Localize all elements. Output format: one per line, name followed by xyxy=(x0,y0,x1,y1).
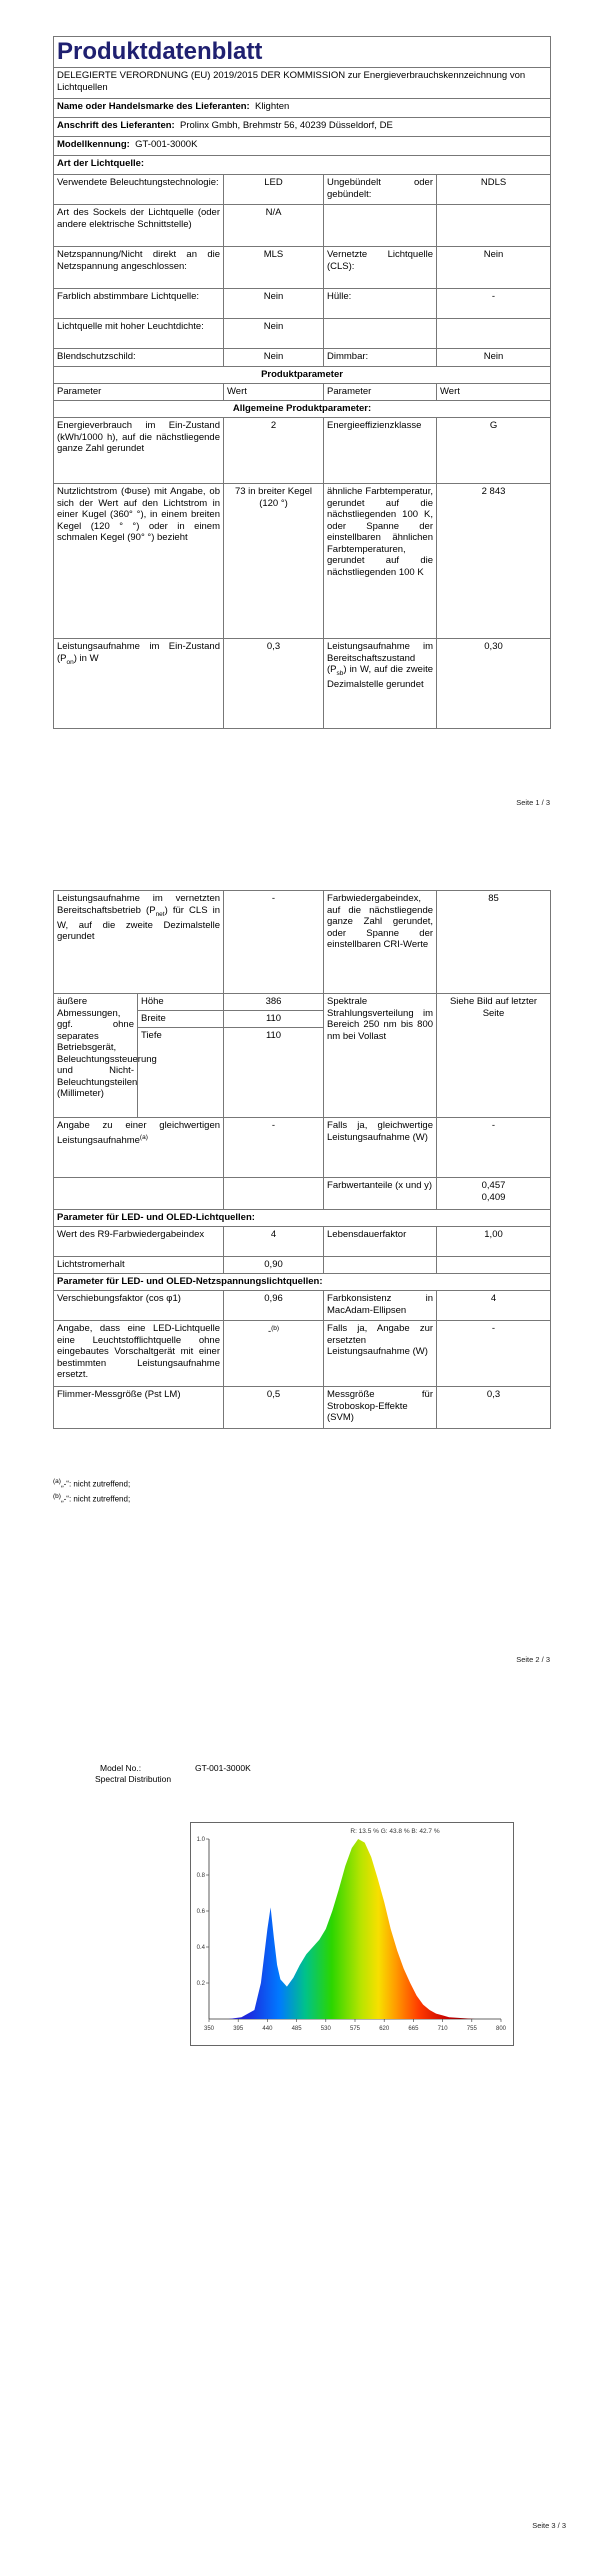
y-tick-label: 0.8 xyxy=(196,1873,205,1879)
displacement-factor-value: 0,96 xyxy=(224,1291,324,1321)
column-header-value: Wert xyxy=(224,384,324,401)
stroboscopic-label: Messgröße für Stroboskop-Effekte (SVM) xyxy=(324,1387,437,1429)
mains-led-parameters-heading: Parameter für LED- und OLED-Netzspannungslichtquellen: xyxy=(54,1274,551,1291)
luminous-flux-value: 73 in breiter Kegel (120 °) xyxy=(224,484,324,639)
standby-power-label: Leistungsaufnahme im Bereitschaftszustand $(P_{sb})$ in W, auf die zweite Dezimalstelle gerundet xyxy=(324,639,437,729)
directional-value: NDLS xyxy=(437,175,551,205)
page-number: Seite 3 / 3 xyxy=(532,2521,566,2530)
energy-class-label: Energieeffizienzklasse xyxy=(324,418,437,484)
color-temperature-value: 2 843 xyxy=(437,484,551,639)
envelope-label: Hülle: xyxy=(324,289,437,319)
empty-cell xyxy=(324,205,437,247)
supplier-name-label: Name oder Handelsmarke des Lieferanten: xyxy=(57,101,250,112)
standby-power-value: 0,30 xyxy=(437,639,551,729)
rgb-ratio-annotation: R: 13.5 % G: 43.8 % B: 42.7 % xyxy=(350,1828,440,1835)
empty-cell xyxy=(324,1257,437,1274)
socket-value: N/A xyxy=(224,205,324,247)
color-consistency-value: 4 xyxy=(437,1291,551,1321)
model-value: GT-001-3000K xyxy=(135,139,198,150)
model-no-value: GT-001-3000K xyxy=(195,1763,251,1773)
luminous-flux-label: Nutzlichtstrom (Φuse) mit Angabe, ob sich der Wert auf den Lichtstrom in einer Kugel (360° °), in einem breiten Kegel (120 ° °) oder in einem schmalen Kegel (90° °) bezieht xyxy=(54,484,224,639)
depth-value: 110 xyxy=(224,1028,324,1118)
supplier-address-row xyxy=(54,118,551,137)
energy-class-value: G xyxy=(437,418,551,484)
x-tick-label: 440 xyxy=(262,2026,273,2032)
datasheet-table-1 xyxy=(53,36,551,729)
tunable-value: Nein xyxy=(224,289,324,319)
page-title: Produktdatenblatt xyxy=(54,37,551,68)
x-tick-label: 485 xyxy=(291,2026,302,2032)
r9-label: Wert des R9-Farbwiedergabeindex xyxy=(54,1227,224,1257)
high-luminance-label: Lichtquelle mit hoher Leuchtdichte: xyxy=(54,319,224,349)
plot-area xyxy=(197,1828,507,2032)
replaced-power-label: Falls ja, Angabe zur ersetzten Leistungsaufnahme (W) xyxy=(324,1321,437,1387)
width-label: Breite xyxy=(138,1011,224,1028)
displacement-factor-label: Verschiebungsfaktor (cos φ1) xyxy=(54,1291,224,1321)
page-number: Seite 1 / 3 xyxy=(516,798,550,807)
equivalent-power-label: Angabe zu einer gleichwertigen Leistungsaufnahme$^{(a)}$ xyxy=(54,1118,224,1178)
spectral-distribution-label: Spektrale Strahlungsverteilung im Bereich 250 nm bis 800 nm bei Vollast xyxy=(324,994,437,1118)
color-consistency-label: Farbkonsistenz in MacAdam-Ellipsen xyxy=(324,1291,437,1321)
energy-consumption-value: 2 xyxy=(224,418,324,484)
spectrum-svg xyxy=(191,1823,513,2045)
dimmable-label: Dimmbar: xyxy=(324,349,437,367)
x-tick-label: 800 xyxy=(495,2026,507,2032)
height-label: Höhe xyxy=(138,994,224,1011)
model-label: Modellkennung: xyxy=(57,139,130,150)
lightsource-type-heading: Art der Lichtquelle: xyxy=(54,156,551,175)
x-tick-label: 755 xyxy=(466,2026,477,2032)
spectral-distribution-chart xyxy=(190,1822,514,2046)
empty-cell xyxy=(437,319,551,349)
equivalent-power-value: - xyxy=(224,1118,324,1178)
on-mode-power-value: 0,3 xyxy=(224,639,324,729)
page-number: Seite 2 / 3 xyxy=(516,1655,550,1664)
dimmable-value: Nein xyxy=(437,349,551,367)
cri-label: Farbwiedergabeindex, auf die nächstliegende ganze Zahl gerundet, oder Spanne der einstellbaren CRI-Werte xyxy=(324,891,437,994)
tunable-label: Farblich abstimmbare Lichtquelle: xyxy=(54,289,224,319)
column-header-parameter: Parameter xyxy=(54,384,224,401)
y-tick-label: 0.4 xyxy=(196,1945,205,1951)
r9-value: 4 xyxy=(224,1227,324,1257)
spectrum-area xyxy=(209,1839,501,2019)
height-value: 386 xyxy=(224,994,324,1011)
column-header-parameter: Parameter xyxy=(324,384,437,401)
tech-value: LED xyxy=(224,175,324,205)
y-tick-label: 0.2 xyxy=(196,1981,205,1987)
x-tick-label: 620 xyxy=(379,2026,390,2032)
on-mode-power-label: Leistungsaufnahme im Ein-Zustand $(P_{on})$ in W xyxy=(54,639,224,729)
flicker-value: 0,5 xyxy=(224,1387,324,1429)
y-tick-label: 1.0 xyxy=(196,1837,205,1843)
product-parameters-heading: Produktparameter xyxy=(54,367,551,384)
stroboscopic-value: 0,3 xyxy=(437,1387,551,1429)
x-tick-label: 530 xyxy=(320,2026,331,2032)
tech-label: Verwendete Beleuchtungstechnologie: xyxy=(54,175,224,205)
mains-label: Netzspannung/Nicht direkt an die Netzspannung angeschlossen: xyxy=(54,247,224,289)
y-tick-label: 0.6 xyxy=(196,1909,205,1915)
networked-standby-value: - xyxy=(224,891,324,994)
x-tick-label: 575 xyxy=(349,2026,361,2032)
directional-label: Ungebündelt oder gebündelt: xyxy=(324,175,437,205)
high-luminance-value: Nein xyxy=(224,319,324,349)
glare-shield-label: Blendschutzschild: xyxy=(54,349,224,367)
page-2 xyxy=(0,850,603,1720)
equivalent-power-yes-label: Falls ja, gleichwertige Leistungsaufnahme (W) xyxy=(324,1118,437,1178)
spectral-distribution-value: Siehe Bild auf letzter Seite xyxy=(437,994,551,1118)
empty-cell xyxy=(54,1178,224,1210)
glare-shield-value: Nein xyxy=(224,349,324,367)
led-parameters-heading: Parameter für LED- und OLED-Lichtquellen: xyxy=(54,1210,551,1227)
dimensions-label: äußere Abmessungen, ggf. ohne separates Betriebsgerät, Beleuchtungssteuerung und Nicht-Beleuchtungsteilen (Millimeter) xyxy=(54,994,138,1118)
depth-label: Tiefe xyxy=(138,1028,224,1118)
x-tick-label: 350 xyxy=(203,2026,215,2032)
spectral-distribution-title: Spectral Distribution xyxy=(95,1774,172,1784)
x-tick-label: 395 xyxy=(233,2026,244,2032)
lumen-maintenance-value: 0,90 xyxy=(224,1257,324,1274)
supplier-address-value: Prolinx Gmbh, Brehmstr 56, 40239 Düsseldorf, DE xyxy=(180,120,393,131)
footnote-a: $^{(a)}$„-“: nicht zutreffend; xyxy=(53,1478,131,1489)
footnote-b: $^{(b)}$„-“: nicht zutreffend; xyxy=(53,1492,131,1504)
equivalent-power-yes-value: - xyxy=(437,1118,551,1178)
empty-cell xyxy=(324,319,437,349)
survival-factor-value: 1,00 xyxy=(437,1227,551,1257)
x-tick-label: 665 xyxy=(408,2026,419,2032)
chromaticity-value: 0,457 0,409 xyxy=(437,1178,551,1210)
supplier-address-label: Anschrift des Lieferanten: xyxy=(57,120,175,131)
lumen-maintenance-label: Lichtstromerhalt xyxy=(54,1257,224,1274)
networked-standby-label: Leistungsaufnahme im vernetzten Bereitschaftsbetrieb $(P_{net})$ für CLS in W, auf die zweite Dezimalstelle gerundet xyxy=(54,891,224,994)
footnotes xyxy=(53,1476,130,1505)
empty-cell xyxy=(437,205,551,247)
replaced-power-value: - xyxy=(437,1321,551,1387)
chromaticity-label: Farbwertanteile (x und y) xyxy=(324,1178,437,1210)
fluorescent-replacement-label: Angabe, dass eine LED-Lichtquelle eine Leuchtstofflichtquelle ohne eingebautes Vorschaltgerät mit einer bestimmten Leistungsaufnahme ersetzt. xyxy=(54,1321,224,1387)
datasheet-table-2 xyxy=(53,890,551,1429)
page-1 xyxy=(0,0,603,850)
column-header-value: Wert xyxy=(437,384,551,401)
cls-value: Nein xyxy=(437,247,551,289)
empty-cell xyxy=(437,1257,551,1274)
model-no-label: Model No.: xyxy=(100,1763,142,1773)
energy-consumption-label: Energieverbrauch im Ein-Zustand (kWh/1000 h), auf die nächstliegende ganze Zahl gerundet xyxy=(54,418,224,484)
flicker-label: Flimmer-Messgröße (Pst LM) xyxy=(54,1387,224,1429)
x-tick-label: 710 xyxy=(437,2026,448,2032)
regulation-text: DELEGIERTE VERORDNUNG (EU) 2019/2015 DER KOMMISSION zur Energieverbrauchskennzeichnung von Lichtquellen xyxy=(54,68,551,99)
socket-label: Art des Sockels der Lichtquelle (oder andere elektrische Schnittstelle) xyxy=(54,205,224,247)
supplier-name-value: Klighten xyxy=(255,101,290,112)
model-row xyxy=(54,137,551,156)
fluorescent-replacement-value: -$^{(b)}$ xyxy=(224,1321,324,1387)
survival-factor-label: Lebensdauerfaktor xyxy=(324,1227,437,1257)
empty-cell xyxy=(224,1178,324,1210)
envelope-value: - xyxy=(437,289,551,319)
supplier-name-row xyxy=(54,99,551,118)
color-temperature-label: ähnliche Farbtemperatur, gerundet auf die nächstliegenden 100 K, oder Spanne der einstellbaren ähnlichen Farbtemperaturen, gerundet auf die nächstliegenden 100 K xyxy=(324,484,437,639)
general-parameters-heading: Allgemeine Produktparameter: xyxy=(54,401,551,418)
cls-label: Vernetzte Lichtquelle (CLS): xyxy=(324,247,437,289)
width-value: 110 xyxy=(224,1011,324,1028)
cri-value: 85 xyxy=(437,891,551,994)
mains-value: MLS xyxy=(224,247,324,289)
